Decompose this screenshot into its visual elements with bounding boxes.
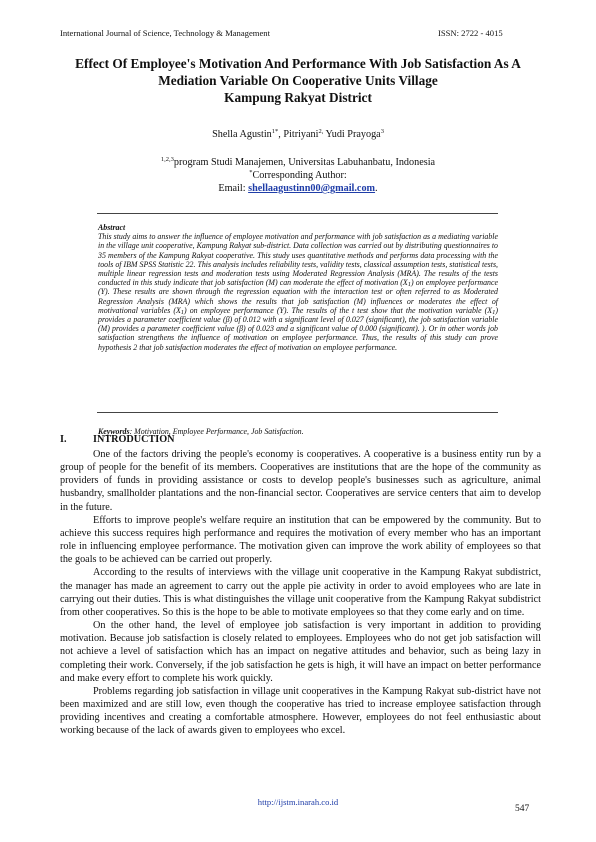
page-number: 547 [515,804,530,814]
author-1-marker: 1* [271,128,279,135]
paragraph: One of the factors driving the people's economy is cooperatives. A cooperative is a business entity run by a group of people for the benefit of its members. Cooperatives are institutions that are the hope of the community as providers of funds in providing assistance or costs to develop people's businesses such as agriculture, animal husbandry, smallholder plantations and the non-financial sector. Cooperatives are service centers that aim to develop in the future. [60,449,541,513]
abstract-subscript-3: 1 [492,308,496,316]
author-list [0,129,596,140]
paragraph: Efforts to improve people's welfare require an institution that can be empowered by the community. But to achieve this success requires high performance and requires the motivation of every member who has an important role in influencing employee performance. The motivation given can improve the work ability of employees so that the goals to be achieved can be carried out properly. [60,514,541,566]
email-link[interactable]: shellaagustinn00@gmail.com [248,183,376,194]
author-2-marker: 2, [318,128,324,135]
footer-url-link[interactable]: http://ijstm.inarah.co.id [257,797,339,807]
email-terminal: . [375,183,378,194]
author-3: Yudi Prayoga [323,129,381,140]
keywords-text: : Motivation, Employee Performance, Job Satisfaction. [129,427,304,436]
running-header-issn: ISSN: 2722 - 4015 [438,28,503,38]
title-line-2: Mediation Variable On Cooperative Units Village [158,73,438,88]
affiliation-marker: 1,2,3 [160,156,174,163]
abstract-top-rule [97,213,498,214]
abstract-bottom-rule [97,412,498,413]
author-2: , Pitriyani [278,129,319,140]
section-heading [60,434,175,445]
title-line-1: Effect Of Employee's Motivation And Performance With Job Satisfaction As A [75,56,521,71]
author-3-marker: 3 [380,128,384,135]
paper-title [40,55,556,106]
abstract-subscript-2: 1 [180,308,185,316]
abstract-text-3: ) on employee performance (Y). The results of the t test show that the motivation variable (X [184,305,493,315]
corresponding-label: Corresponding Author: [252,170,347,181]
email-label: Email: [218,183,249,194]
paragraph: According to the results of interviews with the village unit cooperative in the Kampung Rakyat subdistrict, the manager has made an agreement to carry out the apple pie activity in order to avoid employees who are late in carrying out their duties. This is what distinguishes the village unit cooperative from the Kampung Rakyat subdistrict from other cooperatives. So this is the hope to be able to motivate employees so that they come early and on time. [60,567,541,618]
running-header-journal: International Journal of Science, Technology & Management [60,28,270,38]
affiliation-line [0,156,596,169]
email-line [0,182,596,195]
abstract [98,223,498,352]
introduction-body [60,448,541,737]
section-title: INTRODUCTION [93,434,175,445]
corresponding-marker: * [249,169,253,176]
abstract-text-2: ) on employee performance (Y). These results are shown through the regression equation with the interaction test or often referred to as Moderated Regression Analysis (MRA) which shows the results that job satisfaction (M) influences or moderates the effect of motivational variables (X [98,278,498,315]
abstract-text-4: ) provides a parameter coefficient value (β) of 0.012 with a significant level of 0.027 (significant), the job satisfaction variable (M) provides a parameter coefficient value (β) of 0.023 and a significant value of 0.000 (significant). ). Or in other words job satisfaction strengthens the influence of motivation on employee performance. Thus, the results of this study can prove hypothesis 2 that job satisfaction moderates the effect of motivation on employee performance. [98,305,498,352]
author-1: Shella Agustin [212,129,272,140]
corresponding-author-line [0,169,596,182]
keywords-label: Keywords [98,427,130,436]
abstract-subscript-1: 1 [407,281,411,289]
abstract-label: Abstract [98,223,126,232]
affiliation-block [0,156,596,195]
section-number: I. [60,434,67,445]
paragraph: On the other hand, the level of employee job satisfaction is very important in addition to providing motivation. Because job satisfaction is closely related to employees. Employees who do not get job satisfaction will not achieve a level of satisfaction which has an impact on negative attitudes and behavior, such as being lazy in completing their work. Conversely, if the job satisfaction he gets is high, it will have an impact on better performance and make every effort to complete his work quickly. [60,620,541,684]
affiliation-text: program Studi Manajemen, Universitas Labuhanbatu, Indonesia [173,157,436,168]
paragraph: Problems regarding job satisfaction in village unit cooperatives in the Kampung Rakyat sub-district have not been maximized and are still low, even though the cooperative has tried to increase employee satisfaction through providing incentives and creating a comfortable atmosphere. However, employees do not feel enthusiastic about working because of the lack of awards given to employees who excel. [60,685,541,737]
abstract-text-1: This study aims to answer the influence of employee motivation and performance with job satisfaction as a mediating variable in the village unit cooperative, Kampung Rakyat sub-district. Data collection was carried out by distributing questionnaires to 35 members of the Kampung Rakyat cooperative. This study uses quantitative methods and performs data processing with the tools of IBM SPSS Statistic 22. This analysis includes reliability tests, validity tests, classical assumption tests, statistical tests, multiple linear regression tests and moderation tests using Moderated Regression Analysis (MRA). The results of the tests conducted in this study indicate that job satisfaction (M) can moderate the effect of motivation (X [98,232,498,288]
title-line-3: Kampung Rakyat District [224,90,372,105]
